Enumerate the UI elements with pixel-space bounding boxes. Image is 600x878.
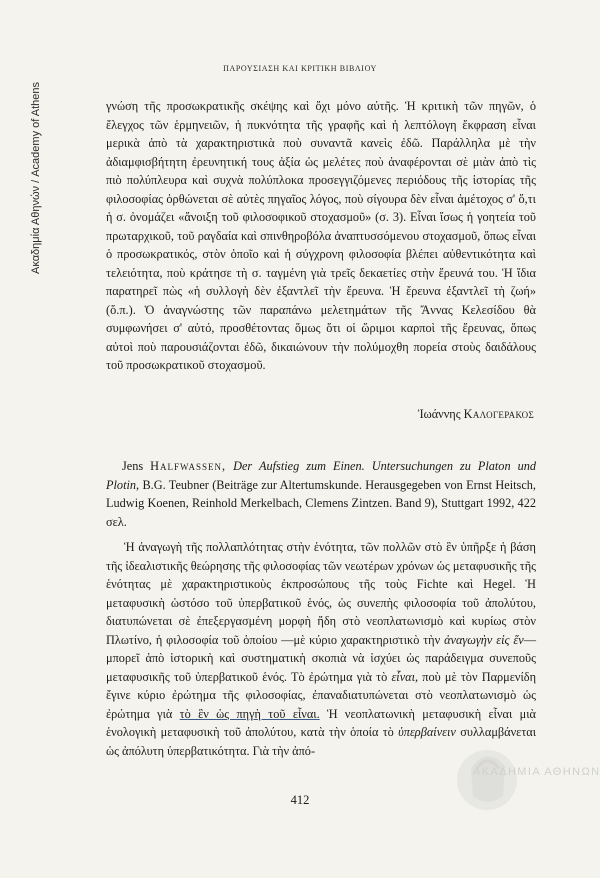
text-segment: — μπορεῖ ἀπὸ ἱστορικὴ καὶ συστηματικὴ σκοπιὰ νὰ ἰσχύει ὡς παράδειγμα συνεποῦς μεταφυσικῆς τοῦ ὑπερβατικοῦ ἑνός. Τὸ ἐρώτημα γιὰ τὸ: [106, 632, 536, 684]
second-review-paragraph: [106, 538, 536, 760]
text-segment: συλλαμβάνεται ὡς ἀπόλυτη ὑπερβατικότητα. Γιὰ τὴν ἀπό-: [106, 725, 537, 758]
running-head: ΠΑΡΟΥΣΙΑΣΗ ΚΑΙ ΚΡΙΤΙΚΗ ΒΙΒΛΙΟΥ: [223, 64, 377, 73]
italic-phrase: ἀναγωγὴν εἰς ἕν: [444, 632, 524, 647]
archive-side-label: Ακαδημία Αθηνών / Academy of Athens: [30, 81, 42, 274]
reviewer-signature: [418, 407, 534, 422]
page-number: 412: [290, 793, 310, 807]
book-citation: [106, 457, 536, 531]
author-last-name: Halfwassen,: [150, 459, 227, 473]
text-segment: Ἡ νεοπλατωνικὴ μεταφυσικὴ εἶναι μιὰ ἑνολογικὴ μεταφυσικὴ τοῦ ἀπολύτου, κατὰ τὴν ὁποία τὸ: [106, 706, 536, 739]
author-first-name: Jens: [122, 459, 144, 473]
first-review-paragraph: γνώση τῆς προσωκρατικῆς σκέψης καὶ ὄχι μόνο αὐτῆς. Ἡ κριτικὴ τῶν πηγῶν, ὁ ἔλεγχος τῶν ἑρμηνειῶν, ἡ πυκνότητα τῆς γραφῆς καὶ ἡ λεπτόλογη ἔκφραση εἶναι μερικὰ ἀπὸ τὰ χαρακτηριστικὰ ποὺ συναντᾶ κανεὶς ἐδῶ. Παράλληλα μὲ τὴν ἀδιαμφισβήτητη ἐρευνητική τους ἀξία ὡς μελέτες ποὺ ἀναφέρονται σὲ μιὰν ἀπὸ τὶς πιὸ πολύπλευρα καὶ συχνὰ πολύπλοκα προσεγγιζόμενες περιόδους τῆς ἱστορίας τῆς φιλοσοφίας ὀρθώνεται σὲ αὐτὲς πηγαῖος λόγος, ποὺ σίγουρα δὲν εἶναι ἀμέτοχος σ' ὅ,τι ἡ σ. ὀνομάζει «ἄνοιξη τοῦ φιλοσοφικοῦ στοχασμοῦ» (σ. 3). Εἶναι ἴσως ἡ γοητεία τοῦ πρωταρχικοῦ, τοῦ ραγδαία καὶ σπινθηροβόλα ἀναπτυσσόμενου στοχασμοῦ, ὅπως εἶναι ὁ προσωκρατικός, στὸν ὁποῖο καὶ ἡ σύγχρονη φιλοσοφία βλέπει αὐθεντικότητα καὶ τελειότητα, ποὺ κράτησε τὴ σ. ταγμένη γιὰ τρεῖς δεκαετίες στὴν ἔρευνά του. Ἡ ἴδια παρατηρεῖ πὼς «ἡ συλλογὴ δὲν ἐξαντλεῖ τὴν ἔρευνα. Ἡ ἔρευνα ἐξαντλεῖ τὴ ζωή» (ὅ.π.). Ὁ ἀναγνώστης τῶν παραπάνω μελετημάτων τῆς Ἄννας Κελεσίδου θὰ συμφωνήσει σ' αὐτό, προσθέτοντας ὅμως ὅτι οἱ ὥριμοι καρποὶ τῆς ἔρευνας, ὅπως αὐτοὶ ποὺ παρουσιάζονται ἐδῶ, δικαιώνουν τὴν πολύμοχθη πορεία στοὺς δαιδάλους τοῦ προσωκρατικοῦ στοχασμοῦ.: [106, 99, 536, 372]
book-details: B.G. Teubner (Beiträge zur Altertumskunde. Herausgegeben von Ernst Heitsch, Ludwig Koenen, Reinhold Merkelbach, Clemens Zintzen. Band 9), Stuttgart 1992, 422 σελ.: [106, 477, 537, 529]
second-review-header: [106, 457, 536, 531]
athena-head-icon: [453, 738, 583, 824]
reviewer-first-name: Ἰωάννης: [417, 407, 461, 421]
text-segment: ποὺ μὲ τὸν Παρμενίδη ἔγινε κύριο ἐρώτημα τῆς φιλοσοφίας, ἐπαναδιατυπώνεται στὸ νεοπλατωνισμὸ ὡς ἐρώτημα γιὰ: [106, 669, 537, 721]
italic-phrase: εἶναι,: [391, 669, 419, 684]
book-title: Der Aufstieg zum Einen. Untersuchungen zu Platon und Plotin,: [106, 459, 537, 492]
watermark-text: ΑΚΑΔΗΜΙΑ ΑΘΗΝΩΝ: [473, 766, 600, 778]
academy-watermark: [453, 738, 600, 824]
italic-phrase: ὑπερβαίνειν: [398, 725, 456, 739]
second-review-text-block: [106, 538, 536, 760]
reviewer-last-name: Καλογερακος: [463, 407, 534, 421]
first-review-text-block: [106, 97, 536, 375]
text-segment: Ἡ ἀναγωγὴ τῆς πολλαπλότητας στὴν ἑνότητα, τῶν πολλῶν στὸ ἓν ὑπῆρξε ἡ βάση τῆς ἰδεαλιστικῆς θεώρησης τῆς φιλοσοφίας τῶν νεωτέρων χρόνων ὡς μεταφυσικῆς τῆς ἑνότητας μὲ χαρακτηριστικοὺς ἐκπροσώπους τῆς τοὺς Fichte καὶ Hegel. Ἡ μεταφυσικὴ ὡστόσο τοῦ ὑπερβατικοῦ ἑνός, ὡς συνεπὴς φιλοσοφία τοῦ ἀπολύτου, διατυπώνεται σὲ ἐπεξεργασμένη μορφὴ ἤδη στὸ νεοπλατωνισμὸ καὶ κυρίως στὸν Πλωτίνο, ἡ φιλοσοφία τοῦ ὁποίου —μὲ κύριο χαρακτηριστικὸ τὴν: [106, 540, 536, 647]
underlined-phrase: τὸ ἓν ὡς πηγὴ τοῦ εἶναι.: [179, 706, 320, 721]
